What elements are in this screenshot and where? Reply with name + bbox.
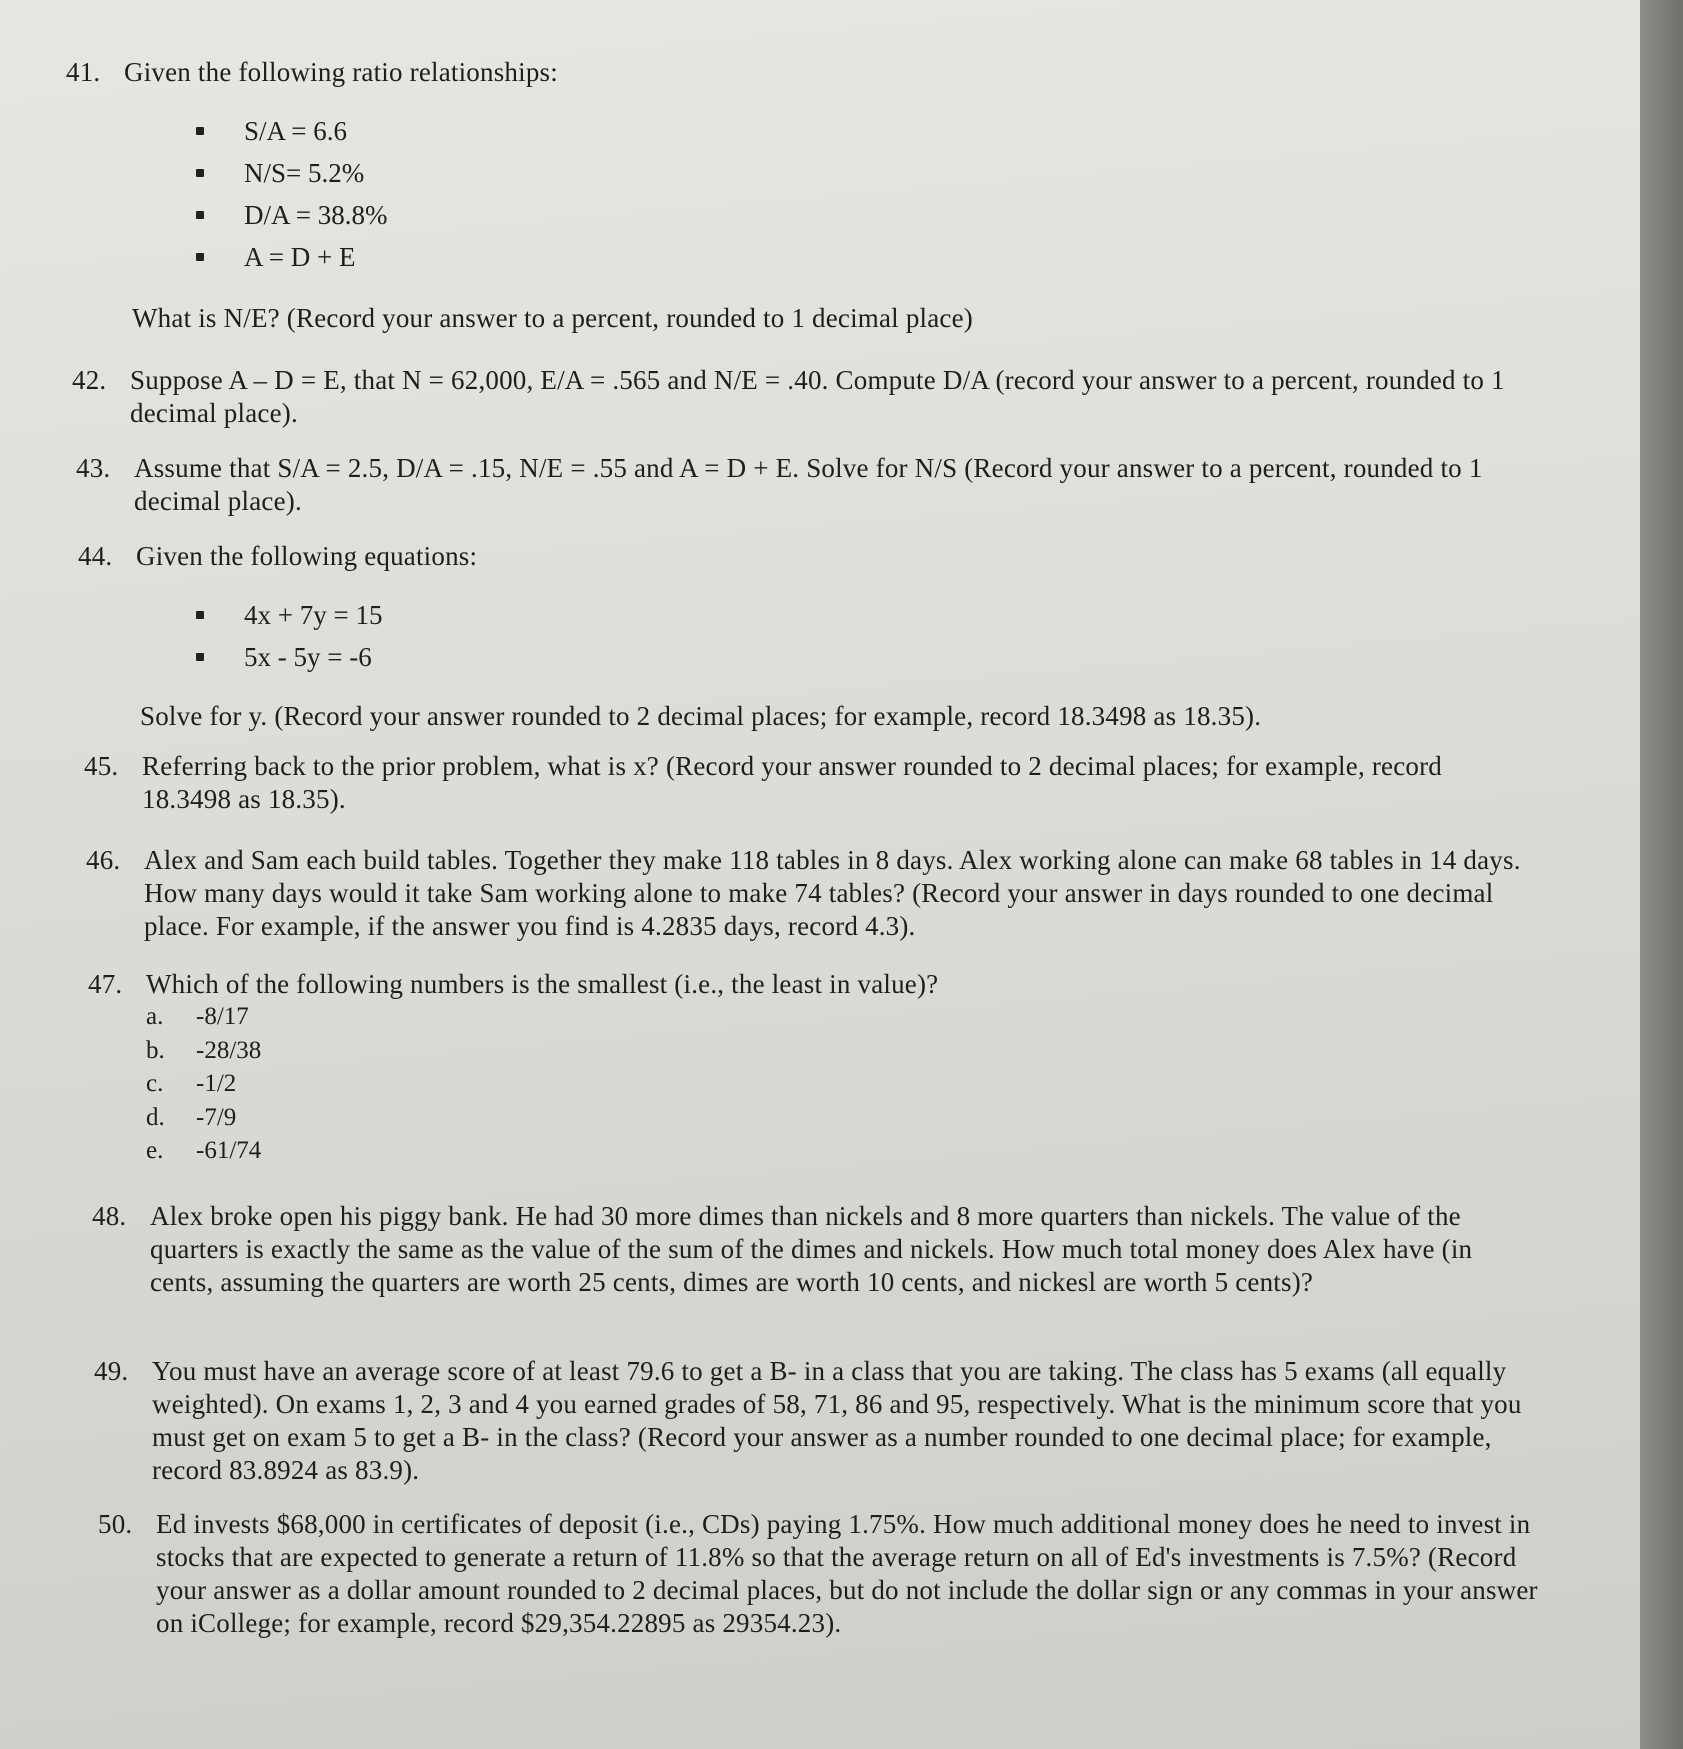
question-41-followup: What is N/E? (Record your answer to a percent, rounded to 1 decimal place) [132,303,973,333]
question-number: 47. [88,969,123,999]
question-text: Alex broke open his piggy bank. He had 30 more dimes than nickels and 8 more quarters than nickels. The value of the quarters is exactly the same as the value of the sum of the dimes and nickels. How much total money does Alex have (in cents, assuming the quarters are worth 25 cents, dimes are worth 10 cents, and nickesl are worth 5 cents)? [150,1201,1473,1297]
list-item: S/A = 6.6 [196,110,387,152]
question-number: 42. [72,365,107,395]
question-text: Given the following ratio relationships: [124,57,558,87]
bullet-icon [196,653,204,661]
question-number: 50. [98,1509,133,1539]
question-number: 48. [92,1201,127,1231]
ratio-list [196,110,387,278]
question-text: Suppose A – D = E, that N = 62,000, E/A = .565 and N/E = .40. Compute D/A (record your answer to a percent, rounded to 1 decimal place). [130,365,1505,428]
question-49 [94,1355,1544,1487]
list-item: A = D + E [196,236,387,278]
question-text: Ed invests $68,000 in certificates of deposit (i.e., CDs) paying 1.75%. How much additional money does he need to invest in stocks that are expected to generate a return of 11.8% so that the average return on all of Ed's investments is 7.5%? (Record your answer as a dollar amount rounded to 2 decimal places, but do not include the dollar sign or any commas in your answer on iCollege; for example, record $29,354.22895 as 29354.23). [156,1509,1538,1638]
question-number: 43. [76,453,111,483]
equation-list [196,594,382,678]
list-item: 4x + 7y = 15 [196,594,382,636]
question-45 [84,750,1534,816]
bullet-icon [196,169,204,177]
question-number: 44. [78,541,113,571]
question-44-followup: Solve for y. (Record your answer rounded to 2 decimal places; for example, record 18.3498 as 18.35). [140,701,1262,731]
list-item: N/S= 5.2% [196,152,387,194]
bullet-icon [196,211,204,219]
question-text: Given the following equations: [136,541,478,571]
question-number: 41. [66,57,101,87]
answer-options [146,1000,261,1168]
question-42 [72,364,1542,430]
option-e: e. -61/74 [146,1137,262,1164]
list-item: 5x - 5y = -6 [196,636,382,678]
option-a: a. -8/17 [146,1003,249,1030]
question-43 [76,452,1546,518]
question-number: 45. [84,751,119,781]
page-edge-shadow [1640,0,1683,1749]
question-text: Assume that S/A = 2.5, D/A = .15, N/E = .55 and A = D + E. Solve for N/S (Record your answer to a percent, rounded to 1 decimal place). [134,453,1483,516]
option-d: d. -7/9 [146,1103,237,1131]
question-47 [88,968,1488,1001]
question-46 [86,844,1536,943]
list-item: D/A = 38.8% [196,194,387,236]
question-44 [78,540,1478,573]
bullet-icon [196,127,204,135]
question-text: Referring back to the prior problem, what is x? (Record your answer rounded to 2 decimal places; for example, record 18.3498 as 18.35). [142,751,1442,814]
question-text: Which of the following numbers is the smallest (i.e., the least in value)? [146,969,939,999]
option-b: b. -28/38 [146,1036,262,1064]
bullet-icon [196,611,204,619]
question-text: You must have an average score of at least 79.6 to get a B- in a class that you are taking. The class has 5 exams (all equally weighted). On exams 1, 2, 3 and 4 you earned grades of 58, 71, 86 and 95, respectively. What is the minimum score that you must get on exam 5 to get a B- in the class? (Record your answer as a number rounded to one decimal place; for example, record 83.8924 as 83.9). [152,1356,1522,1485]
question-48 [92,1200,1542,1299]
question-41 [66,56,1466,89]
question-50 [98,1508,1548,1640]
question-number: 46. [86,845,121,875]
option-c: c. -1/2 [146,1070,237,1097]
question-number: 49. [94,1356,129,1386]
bullet-icon [196,253,204,261]
question-text: Alex and Sam each build tables. Together they make 118 tables in 8 days. Alex working alone can make 68 tables in 14 days. How many days would it take Sam working alone to make 74 tables? (Record your answer in days rounded to one decimal place. For example, if the answer you find is 4.2835 days, record 4.3). [144,845,1521,941]
